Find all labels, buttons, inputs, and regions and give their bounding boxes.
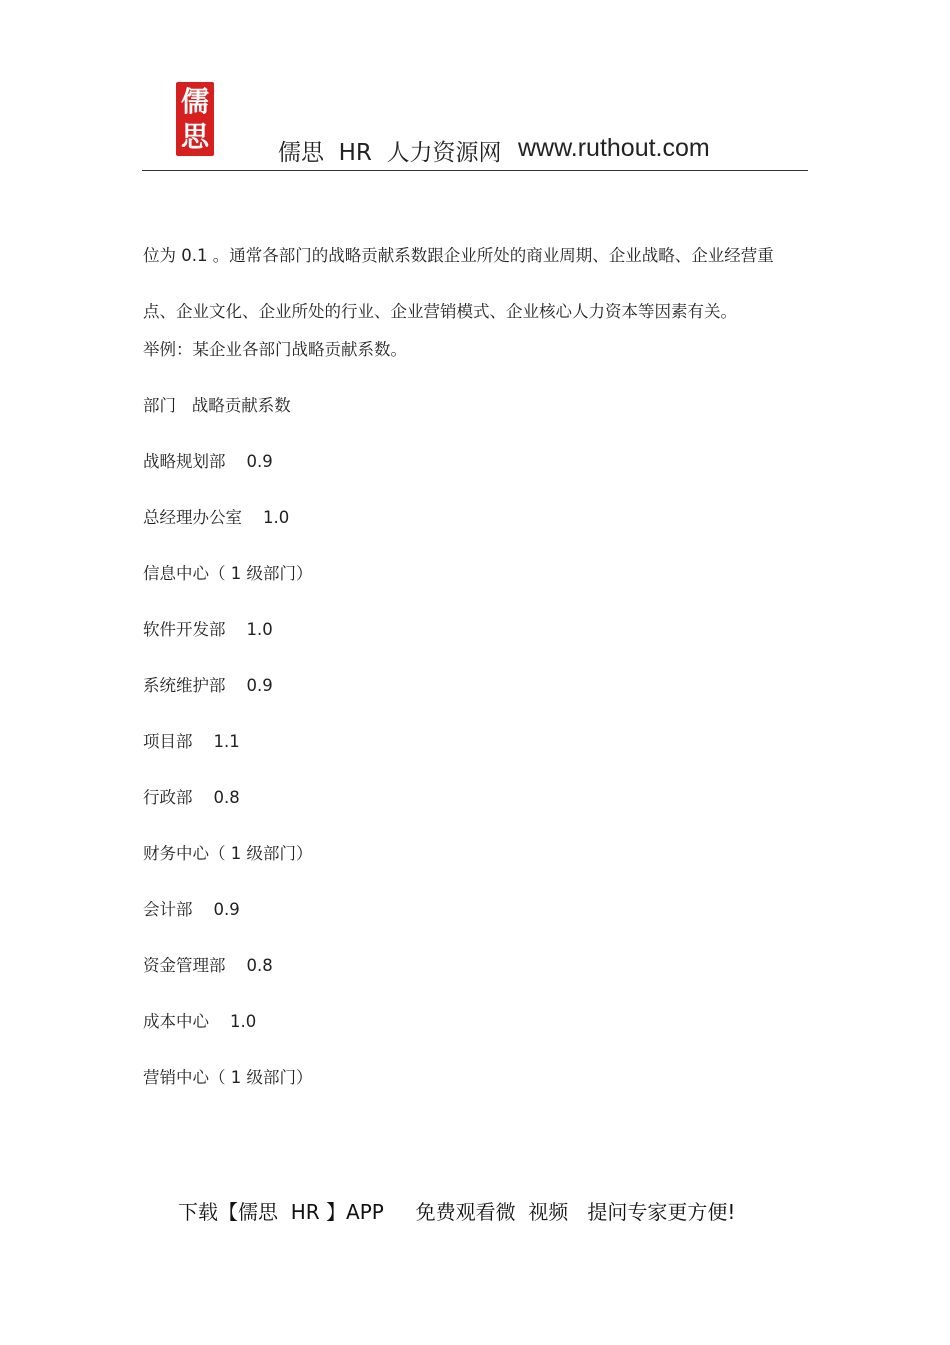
list-item: 系统维护部 0.9 (143, 676, 273, 695)
list-header: 部门 战略贡献系数 (143, 396, 291, 415)
logo-char-1: 儒 (180, 84, 209, 118)
site-name: 儒思 HR 人力资源网 (278, 140, 502, 166)
list-item: 资金管理部 0.8 (143, 956, 273, 975)
footer-promo: 下载【儒思 HR 】APP 免费观看微 视频 提问专家更方便! (178, 1200, 736, 1224)
list-item: 成本中心 1.0 (143, 1012, 257, 1031)
intro-paragraph: 位为 0.1 。通常各部门的战略贡献系数跟企业所处的商业周期、企业战略、企业经营重点、企业文化、企业所处的行业、企业营销模式、企业核心人力资本等因素有关。 (143, 246, 774, 321)
list-item: 行政部 0.8 (143, 788, 240, 807)
list-item: 项目部 1.1 (143, 732, 240, 751)
list-item: 信息中心（ 1 级部门） (143, 564, 313, 583)
list-item: 软件开发部 1.0 (143, 620, 273, 639)
ruthout-seal-logo (176, 82, 214, 156)
list-item: 总经理办公室 1.0 (143, 508, 290, 527)
site-url[interactable]: www.ruthout.com (518, 134, 710, 162)
logo-char-2: 思 (180, 119, 209, 153)
list-item: 战略规划部 0.9 (143, 452, 273, 471)
document-body (143, 228, 783, 1124)
list-item: 财务中心（ 1 级部门） (143, 844, 313, 863)
list-item: 会计部 0.9 (143, 900, 240, 919)
example-heading: 举例：某企业各部门战略贡献系数。 (143, 340, 407, 359)
list-item: 营销中心（ 1 级部门） (143, 1068, 313, 1087)
page-header (142, 82, 808, 171)
